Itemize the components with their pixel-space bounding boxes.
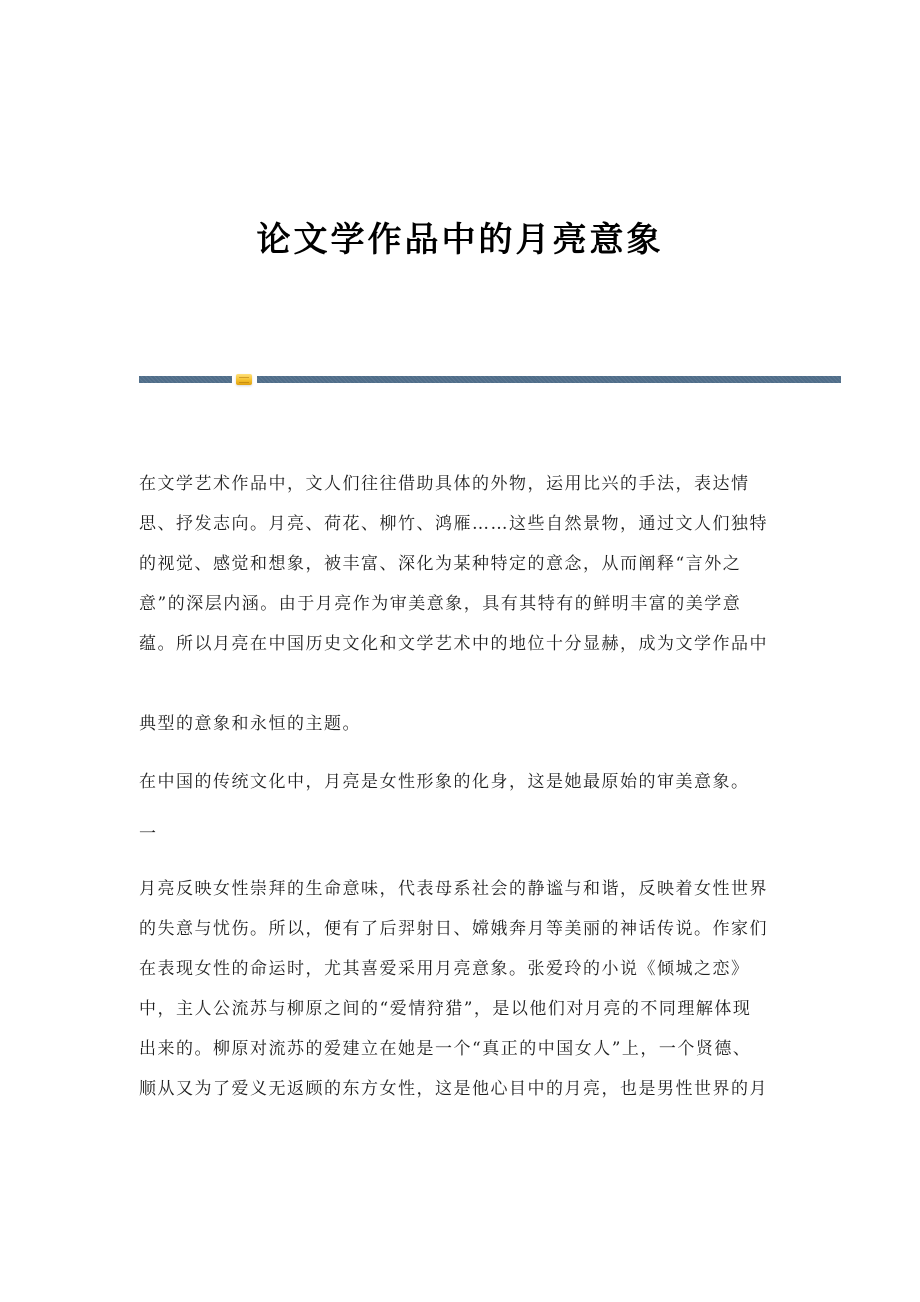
text-line: 典型的意象和永恒的主题。	[139, 714, 361, 734]
text-line: 顺从又为了爱义无返顾的东方女性，这是他心目中的月亮，也是男性世界的月	[139, 1079, 768, 1099]
text-line: 月亮反映女性崇拜的生命意味，代表母系社会的静谧与和谐，反映着女性世界	[139, 879, 768, 899]
envelope-ornament-icon	[236, 374, 252, 385]
text-line: 在中国的传统文化中，月亮是女性形象的化身，这是她最原始的审美意象。	[139, 772, 750, 792]
text-line: 思、抒发志向。月亮、荷花、柳竹、鸿雁……这些自然景物，通过文人们独特	[139, 514, 768, 534]
title-divider	[139, 376, 841, 384]
text-line: 的视觉、感觉和想象，被丰富、深化为某种特定的意念，从而阐释“言外之	[139, 554, 742, 574]
divider-bar-left	[139, 376, 232, 383]
divider-bar-right	[257, 376, 841, 383]
text-line: 意”的深层内涵。由于月亮作为审美意象，具有其特有的鲜明丰富的美学意	[139, 594, 742, 614]
text-line: 在表现女性的命运时，尤其喜爱采用月亮意象。张爱玲的小说《倾城之恋》	[139, 959, 750, 979]
document-title: 论文学作品中的月亮意象	[256, 220, 664, 260]
text-line: 在文学艺术作品中，文人们往往借助具体的外物，运用比兴的手法，表达情	[139, 474, 750, 494]
text-line: 的失意与忧伤。所以，便有了后羿射日、嫦娥奔月等美丽的神话传说。作家们	[139, 919, 768, 939]
section-marker: 一	[139, 824, 158, 844]
text-line: 出来的。柳原对流苏的爱建立在她是一个“真正的中国女人”上，一个贤德、	[139, 1039, 752, 1059]
text-line: 中，主人公流苏与柳原之间的“爱情狩猎”，是以他们对月亮的不同理解体现	[139, 999, 752, 1019]
text-line: 蕴。所以月亮在中国历史文化和文学艺术中的地位十分显赫，成为文学作品中	[139, 634, 768, 654]
